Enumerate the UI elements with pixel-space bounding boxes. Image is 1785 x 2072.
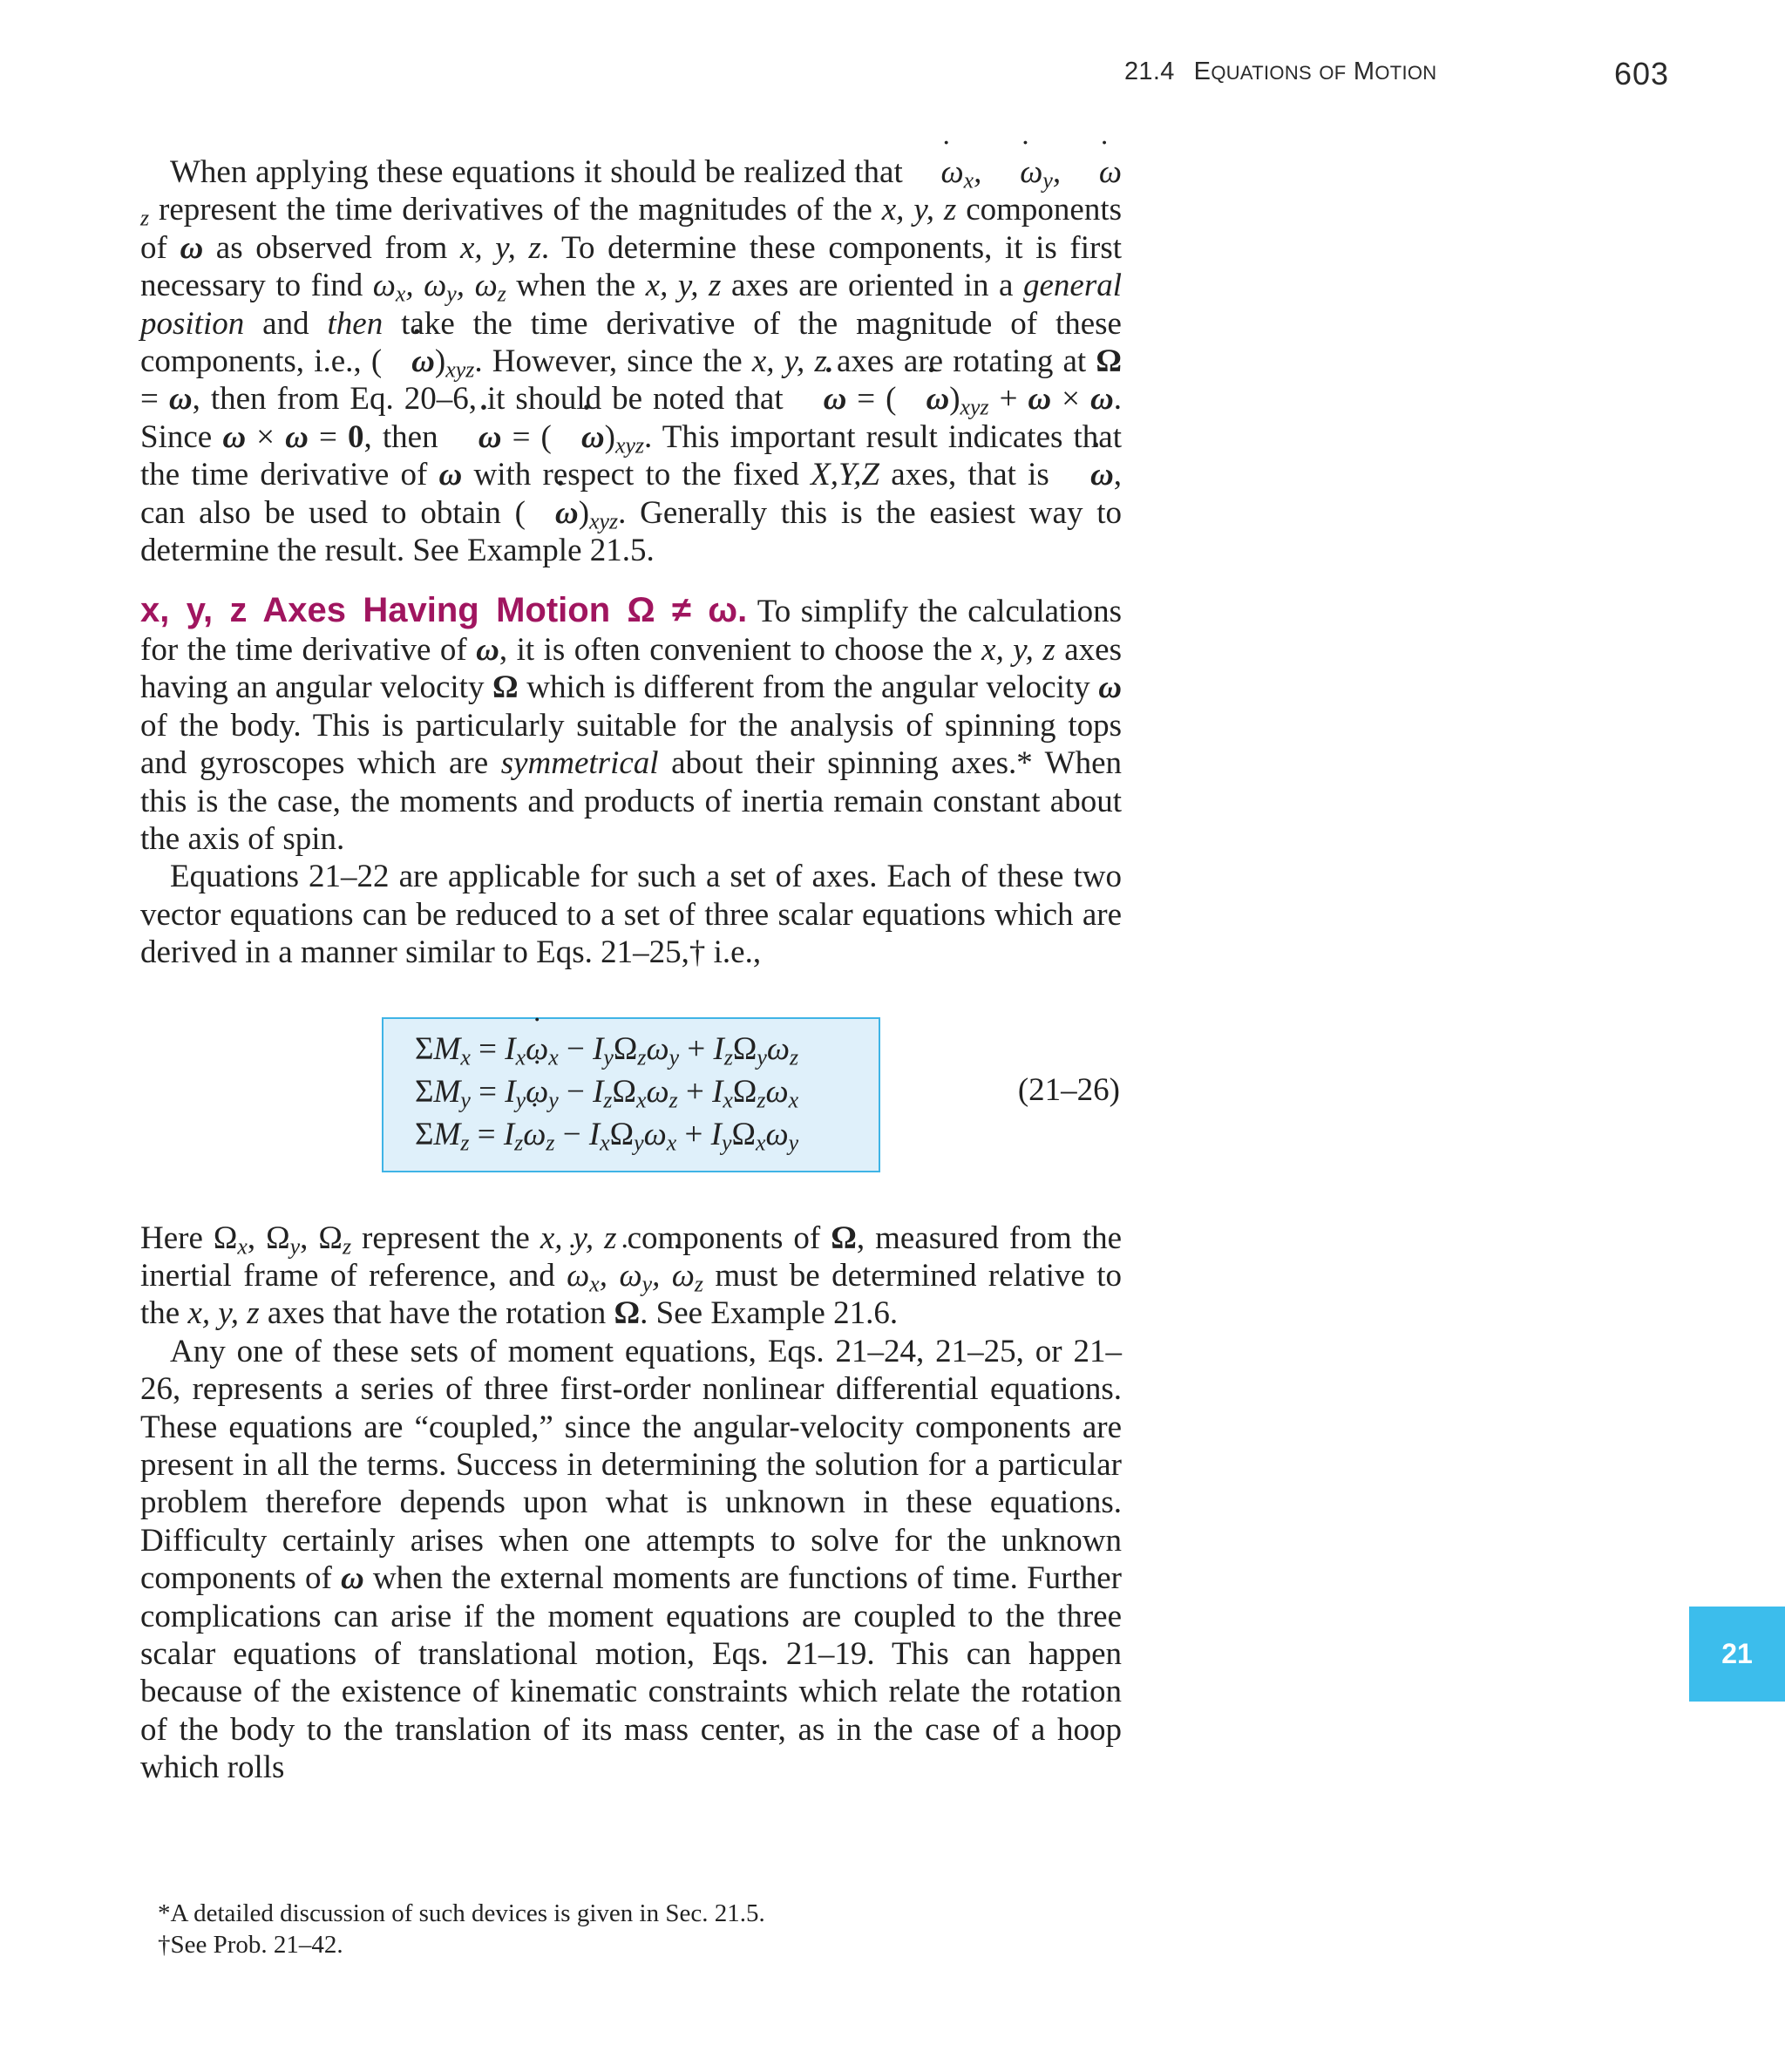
equation-number: (21–26): [1017, 1071, 1120, 1108]
chapter-tab[interactable]: 21: [1689, 1607, 1785, 1702]
page-number: 603: [1614, 56, 1670, 92]
section-number: 21.4: [1124, 58, 1175, 85]
equation-mz: $\Sigma M_z = I_z\omega$ $˙_z - I_x\Omega_y\omega_x + I_y\Omega_x\omega_y$: [415, 1113, 879, 1156]
paragraph-4: Here $\Omega_x$, $\Omega_y$, $\Omega_z$ represent the x, y, z components of Ω, measured from the inertial frame of reference, and ω $˙_x$, ω $˙_y$, ω $˙_z$ must be determined relative to the x, y, z axes that have the rotation Ω. See Example 21.6.: [140, 1219, 1122, 1333]
equation-mx: $\Sigma M_x = I_x\omega$ $˙_x - I_y\Omega_z\omega_y + I_z\Omega_y\omega_z$: [415, 1028, 879, 1070]
paragraph-3: Equations 21–22 are applicable for such a set of axes. Each of these two vector equations can be reduced to a set of three scalar equations which are derived in a manner similar to Eqs. 21–25,† i.e.,: [140, 859, 1122, 971]
equation-my: $\Sigma M_y = I_y\omega$ $˙_y - I_z\Omega_x\omega_z + I_x\Omega_z\omega_x$: [415, 1070, 879, 1113]
paragraph-1: When applying these equations it should be realized that ω $˙_x$, ω $˙_y$, ω $˙_z$ represent the time derivatives of the magnitudes of the x, y, z components of ω as observed from x, y, z. To determine these components, it is first necessary to find $\omega_x$, $\omega_y$, $\omega_z$ when the x, y, z axes are oriented in a general position and then take the time derivative of the magnitude of these components, i.e., ( ω $˙)_{xyz}$. However, since the x, y, z axes are rotating at Ω = ω, then from Eq. 20–6, it should be noted that ω ˙ = ( ω $˙)_{xyz} + \omega \times \omega$. Since ω × ω = 0, then ω ˙ = ( ω $˙)_{xyz}$. This important result indicates that the time derivative of ω with respect to the fixed X,Y,Z axes, that is ω ˙, can also be used to obtain ( ω $˙)_{xyz}$. Generally this is the easiest way to determine the result. See Example 21.5.: [140, 153, 1122, 569]
equation-block: [140, 1017, 1122, 1174]
paragraph-2: x, y, z Axes Having Motion Ω ≠ ω. To simplify the calculations for the time derivative of ω, it is often convenient to choose the x, y, z axes having an angular velocity Ω which is different from the angular velocity ω of the body. This is particularly suitable for the analysis of spinning tops and gyroscopes which are symmetrical about their spinning axes.* When this is the case, the moments and products of inertia remain constant about the axis of spin.: [140, 591, 1122, 857]
footnote-1: *A detailed discussion of such devices is given in Sec. 21.5.: [158, 1899, 765, 1927]
body-column: [140, 153, 1122, 1787]
running-head: 21.4 EQUATIONS OF MOTION: [1124, 58, 1437, 85]
equation-box: [382, 1017, 880, 1172]
footnotes: [158, 1898, 765, 1960]
footnote-2: †See Prob. 21–42.: [158, 1931, 343, 1959]
subheading: x, y, z Axes Having Motion Ω ≠ ω.: [140, 591, 748, 630]
paragraph-5: Any one of these sets of moment equations, Eqs. 21–24, 21–25, or 21–26, represents a series of three first-order nonlinear differential equations. These equations are “coupled,” since the angular-velocity components are present in all the terms. Success in determining the solution for a particular problem therefore depends upon what is unknown in these equations. Difficulty certainly arises when one attempts to solve for the unknown components of ω when the external moments are functions of time. Further complications can arise if the moment equations are coupled to the three scalar equations of translational motion, Eqs. 21–19. This can happen because of the existence of kinematic constraints which relate the rotation of the body to the translation of its mass center, as in the case of a hoop which rolls: [140, 1333, 1123, 1786]
